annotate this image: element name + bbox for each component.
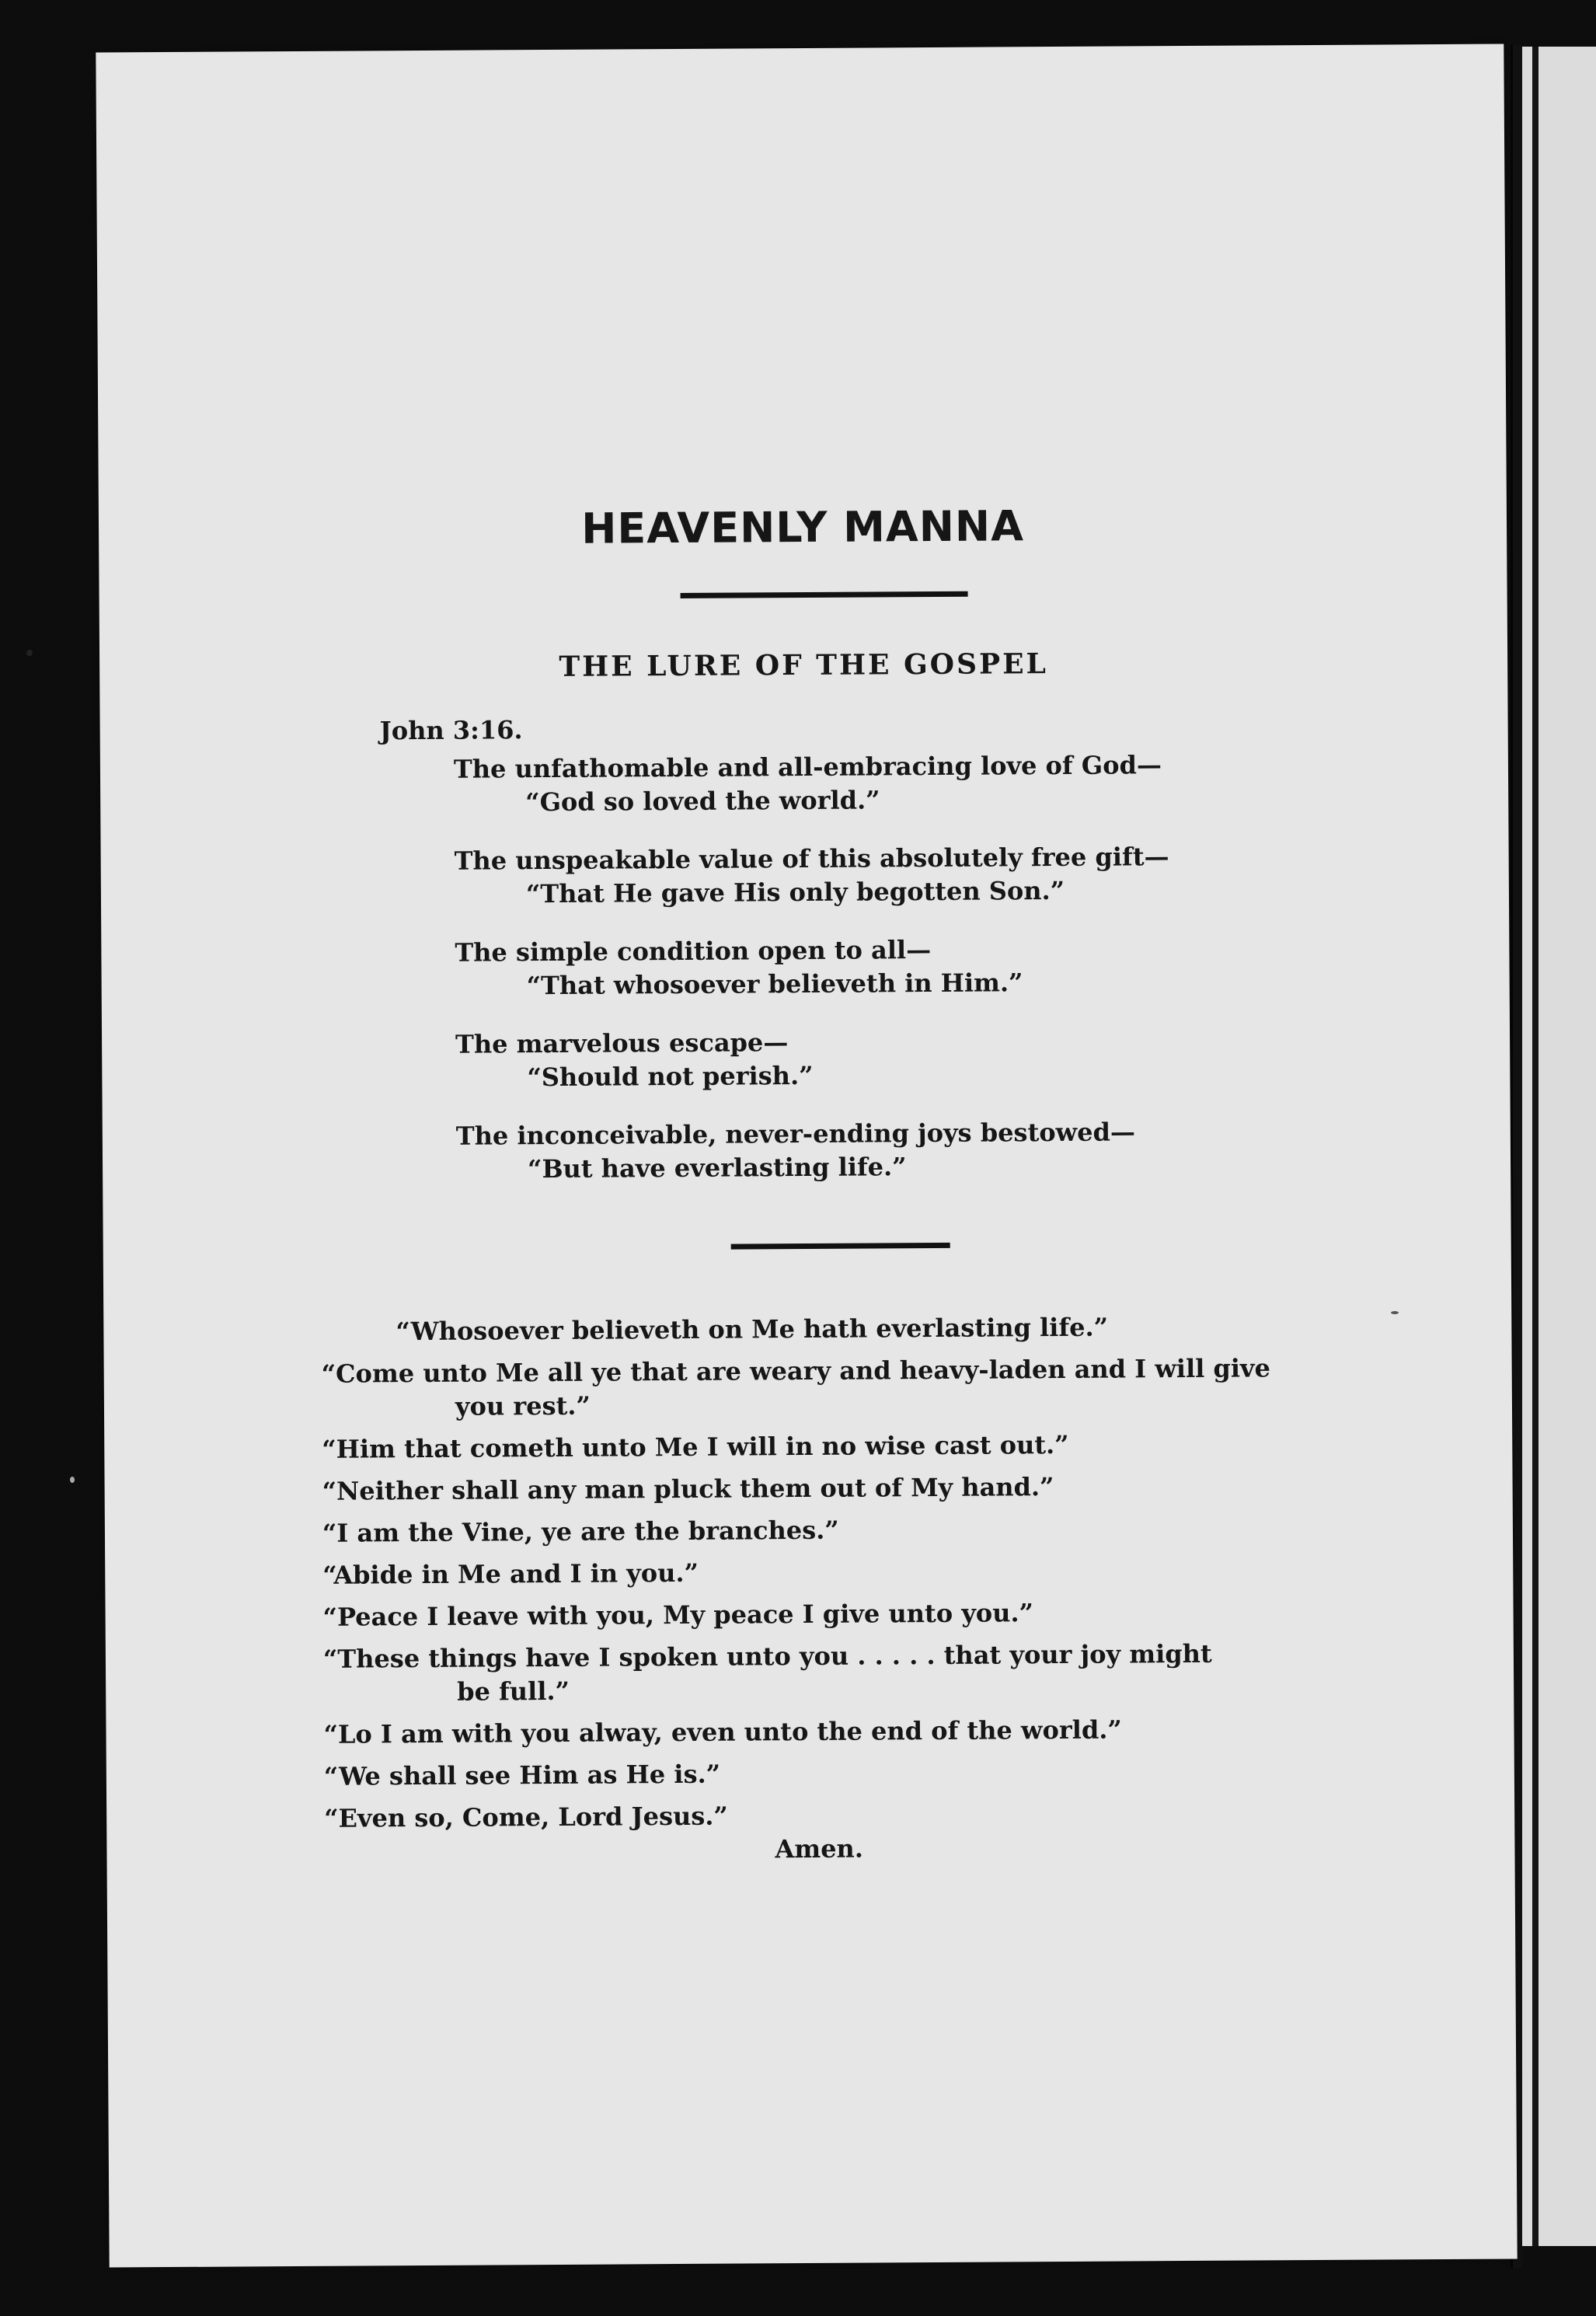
verse-line: “I am the Vine, ye are the branches.” <box>322 1515 839 1548</box>
verse-line: “Abide in Me and I in you.” <box>322 1557 699 1590</box>
section-divider <box>731 1243 950 1250</box>
scan-speck <box>70 1477 75 1483</box>
verse-line: “Peace I leave with you, My peace I give unto you.” <box>322 1598 1034 1632</box>
analysis-quote: “God so loved the world.” <box>525 785 880 818</box>
verse-text: “These things have I spoken unto you . . . . . that your joy might <box>322 1638 1212 1674</box>
verse-line <box>322 1351 1487 1425</box>
verse-line: “Even so, Come, Lord Jesus.” <box>324 1801 728 1833</box>
document-page <box>96 44 1517 2267</box>
section-subtitle: THE LURE OF THE GOSPEL <box>559 647 1049 683</box>
verse-line: “We shall see Him as He is.” <box>323 1759 721 1791</box>
verse-continuation: you rest.” <box>455 1390 591 1421</box>
analysis-statement: The unfathomable and all-embracing love of God— <box>453 750 1162 784</box>
analysis-quote: “That He gave His only begotten Son.” <box>525 875 1065 909</box>
verse-text: “Come unto Me all ye that are weary and heavy-laden and I will give <box>321 1353 1271 1389</box>
verse-list <box>321 1309 1490 1844</box>
scan-speck <box>1391 1311 1399 1314</box>
page-title: HEAVENLY MANNA <box>581 501 1025 553</box>
analysis-item <box>455 932 1232 1003</box>
analysis-statement: The marvelous escape— <box>455 1027 789 1059</box>
analysis-quote: “Should not perish.” <box>527 1060 814 1093</box>
analysis-item <box>456 1115 1234 1187</box>
analysis-item <box>455 840 1232 912</box>
analysis-item <box>454 748 1232 820</box>
verse-line <box>323 1636 1489 1710</box>
adjacent-page-border <box>1532 47 1539 2246</box>
analysis-statement: The inconceivable, never-ending joys bestowed— <box>455 1117 1136 1151</box>
closing-amen: Amen. <box>775 1833 864 1864</box>
analysis-statement: The unspeakable value of this absolutely free gift— <box>454 842 1169 876</box>
scan-speck <box>26 650 33 656</box>
scripture-reference: John 3:16. <box>379 715 523 746</box>
analysis-quote: “But have everlasting life.” <box>527 1152 907 1184</box>
title-divider <box>681 591 968 598</box>
verse-line: “Neither shall any man pluck them out of My hand.” <box>322 1472 1054 1506</box>
verse-line: “Whosoever believeth on Me hath everlasting life.” <box>396 1312 1109 1347</box>
analysis-statement: The simple condition open to all— <box>455 935 932 968</box>
analysis-item <box>455 1024 1233 1095</box>
analysis-quote: “That whosoever believeth in Him.” <box>526 968 1023 1001</box>
verse-analysis-list <box>454 748 1234 1212</box>
verse-line: “Him that cometh unto Me I will in no wise cast out.” <box>322 1429 1069 1464</box>
verse-continuation: be full.” <box>457 1676 570 1707</box>
verse-line: “Lo I am with you alway, even unto the end of the world.” <box>323 1714 1122 1749</box>
